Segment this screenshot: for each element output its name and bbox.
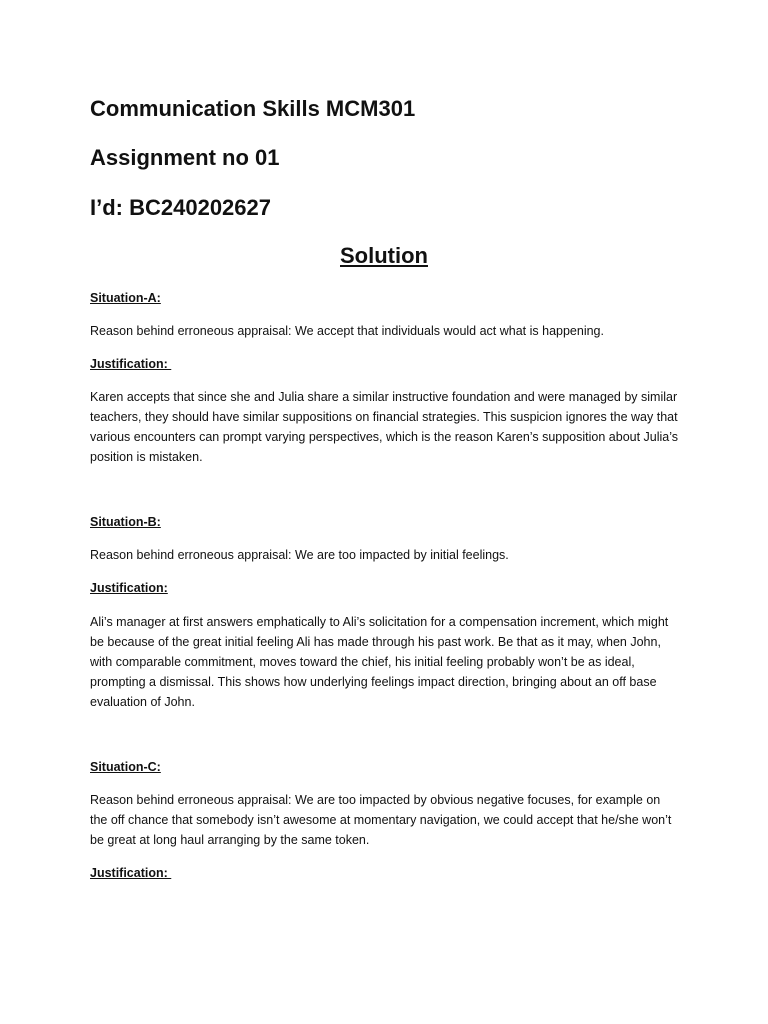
student-id-heading: I’d: BC240202627 bbox=[90, 195, 271, 220]
situation-c-reason: Reason behind erroneous appraisal: We are too impacted by obvious negative focuses, for example on the off chance that somebody isn’t awesome at momentary navigation, we could accept that he/she won’t be great at long haul arranging by the same token. bbox=[90, 793, 672, 847]
situation-b-title: Situation-B: bbox=[90, 515, 161, 529]
situation-a-reason: Reason behind erroneous appraisal: We accept that individuals would act what is happening. bbox=[90, 324, 604, 338]
assignment-heading: Assignment no 01 bbox=[90, 145, 280, 170]
situation-a-title: Situation-A: bbox=[90, 291, 161, 305]
situation-a-justification: Karen accepts that since she and Julia share a similar instructive foundation and were managed by similar teachers, they should have similar suppositions on financial strategies. This suspicion ignores the way that various encounters can prompt varying perspectives, which is the reason Karen’s supposition about Julia’s position is mistaken. bbox=[90, 390, 679, 464]
situation-b-justification-label: Justification: bbox=[90, 581, 168, 595]
situation-b-reason: Reason behind erroneous appraisal: We are too impacted by initial feelings. bbox=[90, 548, 509, 562]
situation-b-justification: Ali’s manager at first answers emphatically to Ali’s solicitation for a compensation increment, which might be because of the great initial feeling Ali has made through his past work. Be that as it may, when John, with comparable commitment, moves toward the chief, his initial feeling probably won’t be as ideal, prompting a dismissal. This shows how underlying feelings impact direction, bringing about an off base evaluation of John. bbox=[90, 615, 669, 709]
situation-c-justification-label: Justification: bbox=[90, 866, 172, 880]
situation-c-title: Situation-C: bbox=[90, 760, 161, 774]
course-heading: Communication Skills MCM301 bbox=[90, 96, 416, 121]
situation-a-justification-label: Justification: bbox=[90, 357, 172, 371]
solution-title: Solution bbox=[340, 243, 428, 268]
